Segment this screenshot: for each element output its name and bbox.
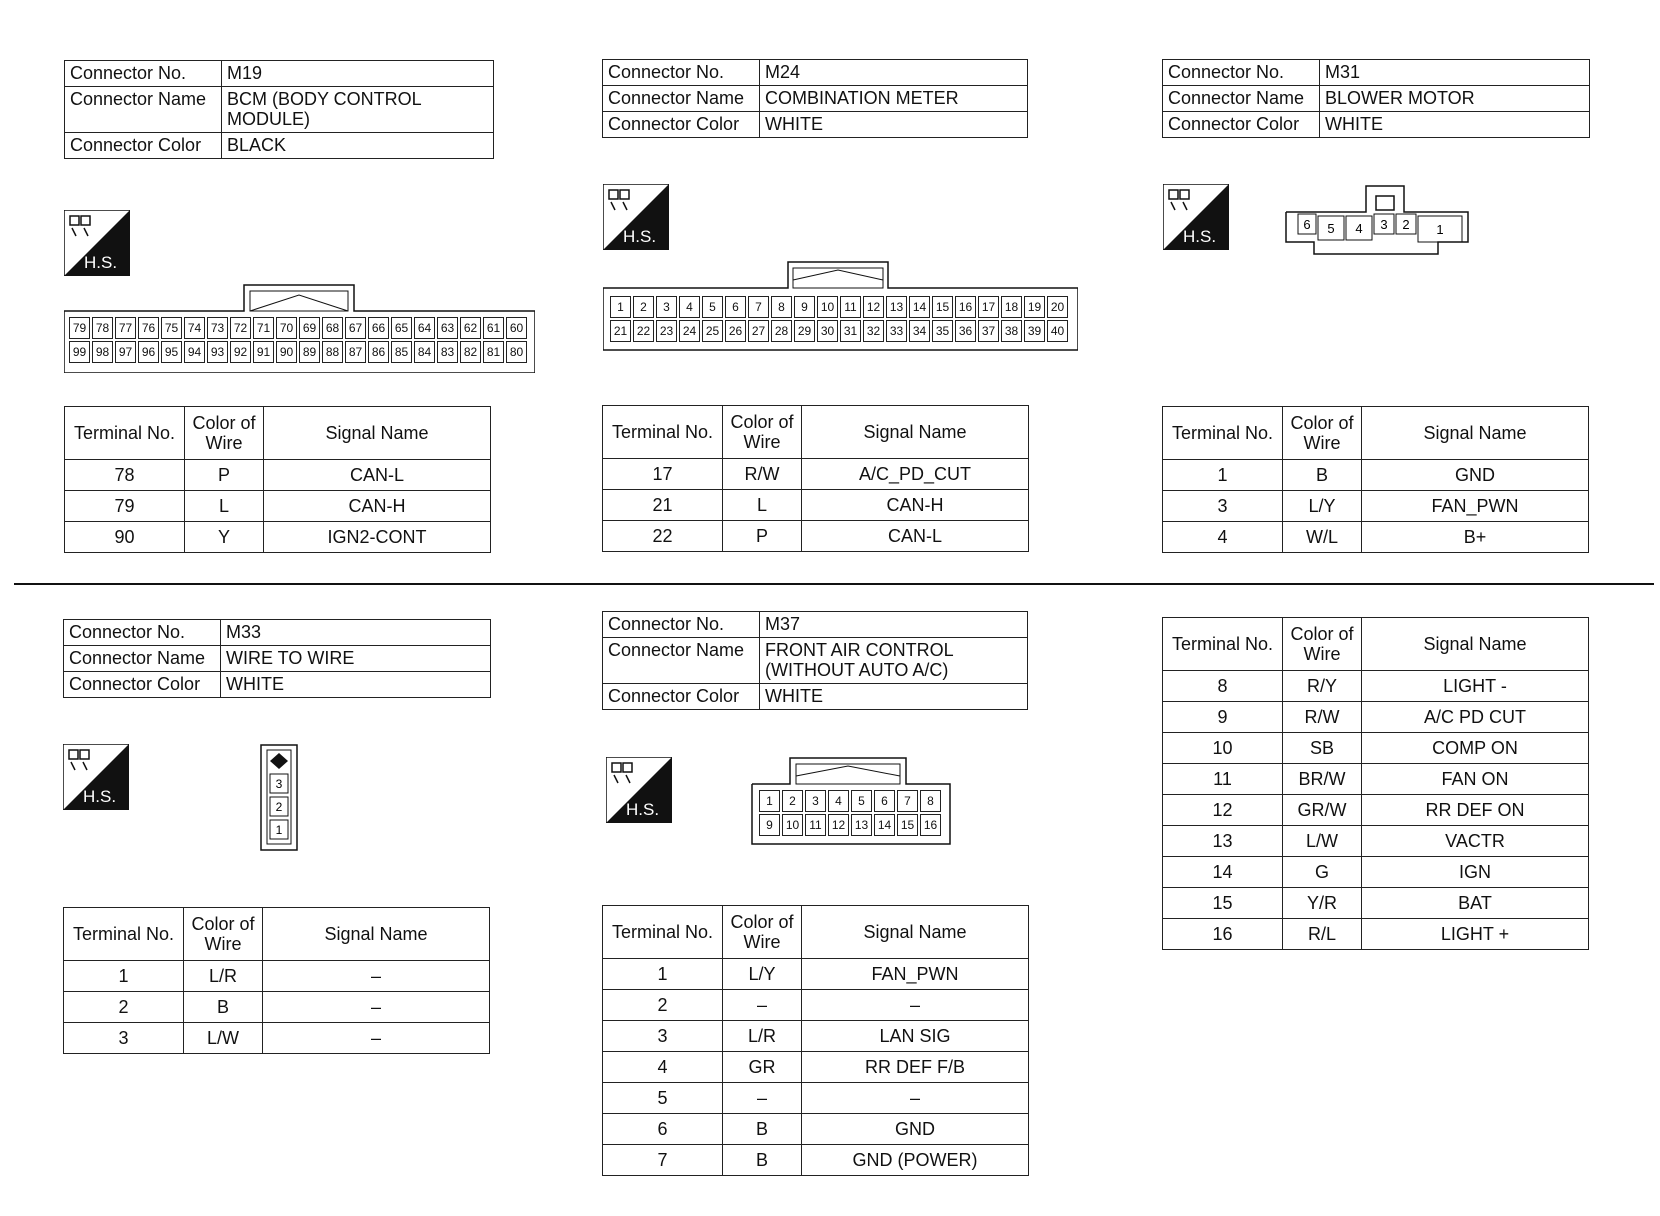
header-color-of-wire: Color of Wire (723, 406, 802, 459)
pin-cell: 34 (909, 320, 930, 342)
signal-name-cell: COMP ON (1362, 733, 1589, 764)
pin-cell: 10 (817, 296, 838, 318)
signal-name-cell: GND (POWER) (802, 1145, 1029, 1176)
signal-name-cell: FAN_PWN (1362, 491, 1589, 522)
pin-cell: 63 (437, 317, 458, 339)
pin-cell: 14 (874, 814, 895, 836)
pin-cell: 67 (345, 317, 366, 339)
pin-cell: 39 (1024, 320, 1045, 342)
label-connector-name: Connector Name (603, 86, 760, 112)
pin-cell: 92 (230, 341, 251, 363)
connector-face-m33 (260, 744, 300, 852)
connector-info-m24 (602, 59, 1028, 138)
wire-color-cell: L/W (184, 1023, 263, 1054)
pin-cell: 15 (932, 296, 953, 318)
connector-color-value: WHITE (1320, 112, 1590, 138)
label-connector-no: Connector No. (1163, 60, 1320, 86)
wire-color-cell: R/W (1283, 702, 1362, 733)
signal-name-cell: FAN_PWN (802, 959, 1029, 990)
pin-cell: 71 (253, 317, 274, 339)
harness-side-badge (1163, 184, 1229, 250)
pin-cell: 69 (299, 317, 320, 339)
header-terminal-no: Terminal No. (65, 407, 185, 460)
pin-cell: 87 (345, 341, 366, 363)
signal-name-cell: – (263, 961, 490, 992)
header-color-of-wire: Color of Wire (723, 906, 802, 959)
label-connector-name: Connector Name (603, 638, 760, 684)
pin-cell: 11 (840, 296, 861, 318)
table-row (64, 992, 490, 1023)
table-row (603, 1052, 1029, 1083)
pin-cell: 12 (863, 296, 884, 318)
signal-name-cell: – (802, 1083, 1029, 1114)
label-connector-color: Connector Color (1163, 112, 1320, 138)
pin-cell: 1 (610, 296, 631, 318)
terminal-no-cell: 10 (1163, 733, 1283, 764)
pin-cell: 77 (115, 317, 136, 339)
terminal-no-cell: 8 (1163, 671, 1283, 702)
pin-cell: 1 (759, 790, 780, 812)
pin-cell: 88 (322, 341, 343, 363)
pin-cell: 18 (1001, 296, 1022, 318)
pin-label: 1 (1436, 222, 1444, 237)
wire-color-cell: L (723, 490, 802, 521)
connector-no-value: M37 (760, 612, 1028, 638)
connector-name-value: COMBINATION METER (760, 86, 1028, 112)
terminal-no-cell: 4 (1163, 522, 1283, 553)
header-color-of-wire: Color of Wire (185, 407, 264, 460)
terminal-no-cell: 3 (1163, 491, 1283, 522)
terminal-no-cell: 7 (603, 1145, 723, 1176)
wire-color-cell: L/W (1283, 826, 1362, 857)
pin-cell: 86 (368, 341, 389, 363)
pin-cell: 79 (69, 317, 90, 339)
connector-no-value: M19 (222, 61, 494, 87)
pin-cell: 17 (978, 296, 999, 318)
wire-color-cell: L/R (184, 961, 263, 992)
terminal-no-cell: 1 (64, 961, 184, 992)
pin-cell: 66 (368, 317, 389, 339)
label-connector-no: Connector No. (65, 61, 222, 87)
pin-cell: 4 (828, 790, 849, 812)
hs-label: H.S. (1183, 227, 1217, 246)
terminal-no-cell: 12 (1163, 795, 1283, 826)
pin-cell: 33 (886, 320, 907, 342)
terminal-table-m19 (64, 406, 491, 553)
pin-cell: 32 (863, 320, 884, 342)
terminal-no-cell: 90 (65, 522, 185, 553)
wire-color-cell: B (723, 1114, 802, 1145)
terminal-no-cell: 3 (603, 1021, 723, 1052)
table-row (603, 1114, 1029, 1145)
wire-color-cell: B (184, 992, 263, 1023)
header-signal-name: Signal Name (263, 908, 490, 961)
table-row (603, 1145, 1029, 1176)
pin-cell: 7 (748, 296, 769, 318)
pin-cell: 37 (978, 320, 999, 342)
header-color-of-wire: Color of Wire (184, 908, 263, 961)
terminal-no-cell: 14 (1163, 857, 1283, 888)
label-connector-no: Connector No. (64, 620, 221, 646)
table-row (1163, 826, 1589, 857)
table-row (603, 459, 1029, 490)
terminal-no-cell: 16 (1163, 919, 1283, 950)
wire-color-cell: – (723, 1083, 802, 1114)
pin-layout (1284, 184, 1470, 256)
harness-side-badge (603, 184, 669, 250)
pin-cell: 90 (276, 341, 297, 363)
pin-cell: 26 (725, 320, 746, 342)
terminal-no-cell: 5 (603, 1083, 723, 1114)
table-row (1163, 671, 1589, 702)
pin-cell: 76 (138, 317, 159, 339)
section-divider (14, 583, 1654, 585)
connector-info-m37 (602, 611, 1028, 710)
pin-cell: 14 (909, 296, 930, 318)
signal-name-cell: CAN-H (264, 491, 491, 522)
connector-face-m37 (750, 756, 954, 848)
header-terminal-no: Terminal No. (1163, 407, 1283, 460)
connector-color-value: WHITE (760, 112, 1028, 138)
terminal-no-cell: 11 (1163, 764, 1283, 795)
pin-cell: 31 (840, 320, 861, 342)
connector-color-value: WHITE (221, 672, 491, 698)
terminal-table-m24 (602, 405, 1029, 552)
signal-name-cell: CAN-L (802, 521, 1029, 552)
pin-cell: 97 (115, 341, 136, 363)
wire-color-cell: B (1283, 460, 1362, 491)
signal-name-cell: CAN-L (264, 460, 491, 491)
pin-cell: 25 (702, 320, 723, 342)
wire-color-cell: SB (1283, 733, 1362, 764)
hs-label: H.S. (623, 227, 657, 246)
table-row (603, 959, 1029, 990)
harness-side-badge (64, 210, 130, 276)
pin-cell: 21 (610, 320, 631, 342)
table-row (1163, 491, 1589, 522)
table-row (65, 522, 491, 553)
pin-label: 3 (1380, 217, 1388, 232)
terminal-no-cell: 9 (1163, 702, 1283, 733)
wire-color-cell: R/L (1283, 919, 1362, 950)
terminal-no-cell: 4 (603, 1052, 723, 1083)
harness-side-badge (606, 757, 672, 823)
signal-name-cell: – (802, 990, 1029, 1021)
connector-face-m24 (603, 260, 1078, 352)
header-signal-name: Signal Name (1362, 618, 1589, 671)
pin-cell: 13 (851, 814, 872, 836)
wire-color-cell: GR/W (1283, 795, 1362, 826)
signal-name-cell: – (263, 1023, 490, 1054)
header-signal-name: Signal Name (802, 406, 1029, 459)
pin-cell: 81 (483, 341, 504, 363)
wire-color-cell: L (185, 491, 264, 522)
signal-name-cell: LIGHT - (1362, 671, 1589, 702)
pin-cell: 72 (230, 317, 251, 339)
table-row (1163, 522, 1589, 553)
connector-info-m33 (63, 619, 491, 698)
wire-color-cell: G (1283, 857, 1362, 888)
pin-label: 2 (1402, 217, 1410, 232)
terminal-no-cell: 2 (64, 992, 184, 1023)
terminal-no-cell: 13 (1163, 826, 1283, 857)
header-terminal-no: Terminal No. (603, 906, 723, 959)
header-terminal-no: Terminal No. (64, 908, 184, 961)
pin-cell: 74 (184, 317, 205, 339)
terminal-no-cell: 21 (603, 490, 723, 521)
pin-cell: 85 (391, 341, 412, 363)
wire-color-cell: P (185, 460, 264, 491)
pin-cell: 8 (920, 790, 941, 812)
hs-label: H.S. (84, 253, 118, 272)
pin-grid (68, 317, 528, 363)
pin-cell: 36 (955, 320, 976, 342)
pin-cell: 2 (782, 790, 803, 812)
label-connector-color: Connector Color (64, 672, 221, 698)
wire-color-cell: L/Y (723, 959, 802, 990)
pin-cell: 6 (874, 790, 895, 812)
pin-cell: 95 (161, 341, 182, 363)
hs-label: H.S. (83, 787, 117, 806)
table-row (65, 491, 491, 522)
pin-label: 3 (275, 777, 283, 791)
signal-name-cell: RR DEF ON (1362, 795, 1589, 826)
signal-name-cell: B+ (1362, 522, 1589, 553)
pin-label: 1 (275, 823, 283, 837)
pin-cell: 8 (771, 296, 792, 318)
terminal-table-m37-continued (1162, 617, 1589, 950)
terminal-no-cell: 17 (603, 459, 723, 490)
terminal-table-m31 (1162, 406, 1589, 553)
pin-cell: 3 (805, 790, 826, 812)
pin-grid (758, 790, 942, 836)
pin-cell: 3 (656, 296, 677, 318)
signal-name-cell: IGN (1362, 857, 1589, 888)
signal-name-cell: – (263, 992, 490, 1023)
wire-color-cell: P (723, 521, 802, 552)
connector-info-m19 (64, 60, 494, 159)
pin-grid (609, 296, 1069, 342)
pin-label: 6 (1303, 217, 1311, 232)
table-row (603, 1083, 1029, 1114)
table-row (65, 460, 491, 491)
pin-cell: 4 (679, 296, 700, 318)
pin-cell: 38 (1001, 320, 1022, 342)
pin-cell: 24 (679, 320, 700, 342)
wire-color-cell: BR/W (1283, 764, 1362, 795)
terminal-no-cell: 79 (65, 491, 185, 522)
pin-layout (260, 744, 300, 852)
pin-label: 2 (275, 800, 283, 814)
pin-cell: 70 (276, 317, 297, 339)
wire-color-cell: W/L (1283, 522, 1362, 553)
pin-cell: 13 (886, 296, 907, 318)
label-connector-color: Connector Color (603, 112, 760, 138)
wire-color-cell: R/Y (1283, 671, 1362, 702)
pin-cell: 27 (748, 320, 769, 342)
table-row (603, 490, 1029, 521)
wire-color-cell: L/Y (1283, 491, 1362, 522)
pin-label: 4 (1355, 221, 1363, 236)
pin-cell: 93 (207, 341, 228, 363)
pin-cell: 35 (932, 320, 953, 342)
terminal-no-cell: 1 (603, 959, 723, 990)
signal-name-cell: GND (802, 1114, 1029, 1145)
connector-info-m31 (1162, 59, 1590, 138)
label-connector-color: Connector Color (603, 684, 760, 710)
terminal-table-m33 (63, 907, 490, 1054)
terminal-no-cell: 15 (1163, 888, 1283, 919)
table-row (1163, 764, 1589, 795)
pin-cell: 19 (1024, 296, 1045, 318)
pin-cell: 10 (782, 814, 803, 836)
signal-name-cell: RR DEF F/B (802, 1052, 1029, 1083)
connector-name-value: FRONT AIR CONTROL (WITHOUT AUTO A/C) (760, 638, 1028, 684)
pin-cell: 94 (184, 341, 205, 363)
header-terminal-no: Terminal No. (603, 406, 723, 459)
signal-name-cell: A/C PD CUT (1362, 702, 1589, 733)
terminal-no-cell: 78 (65, 460, 185, 491)
pin-cell: 6 (725, 296, 746, 318)
pin-cell: 30 (817, 320, 838, 342)
pin-cell: 60 (506, 317, 527, 339)
pin-cell: 98 (92, 341, 113, 363)
table-row (1163, 888, 1589, 919)
pin-cell: 12 (828, 814, 849, 836)
pin-cell: 16 (955, 296, 976, 318)
table-row (1163, 795, 1589, 826)
hs-label: H.S. (626, 800, 660, 819)
pin-cell: 80 (506, 341, 527, 363)
signal-name-cell: LIGHT + (1362, 919, 1589, 950)
signal-name-cell: LAN SIG (802, 1021, 1029, 1052)
wire-color-cell: R/W (723, 459, 802, 490)
terminal-no-cell: 1 (1163, 460, 1283, 491)
pin-cell: 28 (771, 320, 792, 342)
terminal-no-cell: 3 (64, 1023, 184, 1054)
connector-face-m31 (1284, 184, 1470, 256)
table-row (1163, 857, 1589, 888)
wire-color-cell: Y/R (1283, 888, 1362, 919)
pin-cell: 68 (322, 317, 343, 339)
pin-cell: 75 (161, 317, 182, 339)
terminal-no-cell: 6 (603, 1114, 723, 1145)
pin-cell: 62 (460, 317, 481, 339)
header-color-of-wire: Color of Wire (1283, 618, 1362, 671)
pin-cell: 73 (207, 317, 228, 339)
label-connector-name: Connector Name (1163, 86, 1320, 112)
pin-cell: 84 (414, 341, 435, 363)
pin-cell: 89 (299, 341, 320, 363)
label-connector-no: Connector No. (603, 60, 760, 86)
label-connector-color: Connector Color (65, 133, 222, 159)
table-row (603, 521, 1029, 552)
header-signal-name: Signal Name (264, 407, 491, 460)
signal-name-cell: GND (1362, 460, 1589, 491)
pin-cell: 82 (460, 341, 481, 363)
pin-cell: 29 (794, 320, 815, 342)
pin-label: 5 (1327, 221, 1335, 236)
connector-no-value: M33 (221, 620, 491, 646)
pin-cell: 2 (633, 296, 654, 318)
pin-cell: 65 (391, 317, 412, 339)
signal-name-cell: IGN2-CONT (264, 522, 491, 553)
table-row (603, 1021, 1029, 1052)
signal-name-cell: BAT (1362, 888, 1589, 919)
wire-color-cell: – (723, 990, 802, 1021)
connector-color-value: BLACK (222, 133, 494, 159)
header-color-of-wire: Color of Wire (1283, 407, 1362, 460)
pin-cell: 20 (1047, 296, 1068, 318)
pin-cell: 16 (920, 814, 941, 836)
pin-cell: 15 (897, 814, 918, 836)
pin-cell: 5 (851, 790, 872, 812)
signal-name-cell: A/C_PD_CUT (802, 459, 1029, 490)
header-terminal-no: Terminal No. (1163, 618, 1283, 671)
pin-cell: 99 (69, 341, 90, 363)
wire-color-cell: L/R (723, 1021, 802, 1052)
connector-color-value: WHITE (760, 684, 1028, 710)
wire-color-cell: GR (723, 1052, 802, 1083)
connector-no-value: M31 (1320, 60, 1590, 86)
label-connector-name: Connector Name (64, 646, 221, 672)
wire-color-cell: Y (185, 522, 264, 553)
pin-cell: 5 (702, 296, 723, 318)
connector-face-m19 (64, 281, 535, 373)
connector-name-value: BCM (BODY CONTROL MODULE) (222, 87, 494, 133)
pin-cell: 61 (483, 317, 504, 339)
table-row (603, 990, 1029, 1021)
harness-side-badge (63, 744, 129, 810)
table-row (64, 961, 490, 992)
header-signal-name: Signal Name (802, 906, 1029, 959)
signal-name-cell: FAN ON (1362, 764, 1589, 795)
signal-name-cell: VACTR (1362, 826, 1589, 857)
pin-cell: 78 (92, 317, 113, 339)
pin-cell: 96 (138, 341, 159, 363)
pin-cell: 83 (437, 341, 458, 363)
table-row (1163, 733, 1589, 764)
table-row (64, 1023, 490, 1054)
wire-color-cell: B (723, 1145, 802, 1176)
pin-cell: 22 (633, 320, 654, 342)
pin-cell: 11 (805, 814, 826, 836)
table-row (1163, 460, 1589, 491)
connector-name-value: WIRE TO WIRE (221, 646, 491, 672)
label-connector-no: Connector No. (603, 612, 760, 638)
table-row (1163, 919, 1589, 950)
header-signal-name: Signal Name (1362, 407, 1589, 460)
pin-cell: 91 (253, 341, 274, 363)
pin-cell: 9 (794, 296, 815, 318)
signal-name-cell: CAN-H (802, 490, 1029, 521)
pin-cell: 23 (656, 320, 677, 342)
pin-cell: 7 (897, 790, 918, 812)
table-row (1163, 702, 1589, 733)
pin-cell: 40 (1047, 320, 1068, 342)
label-connector-name: Connector Name (65, 87, 222, 133)
terminal-no-cell: 2 (603, 990, 723, 1021)
terminal-table-m37 (602, 905, 1029, 1176)
connector-no-value: M24 (760, 60, 1028, 86)
pin-cell: 64 (414, 317, 435, 339)
pin-cell: 9 (759, 814, 780, 836)
terminal-no-cell: 22 (603, 521, 723, 552)
connector-name-value: BLOWER MOTOR (1320, 86, 1590, 112)
